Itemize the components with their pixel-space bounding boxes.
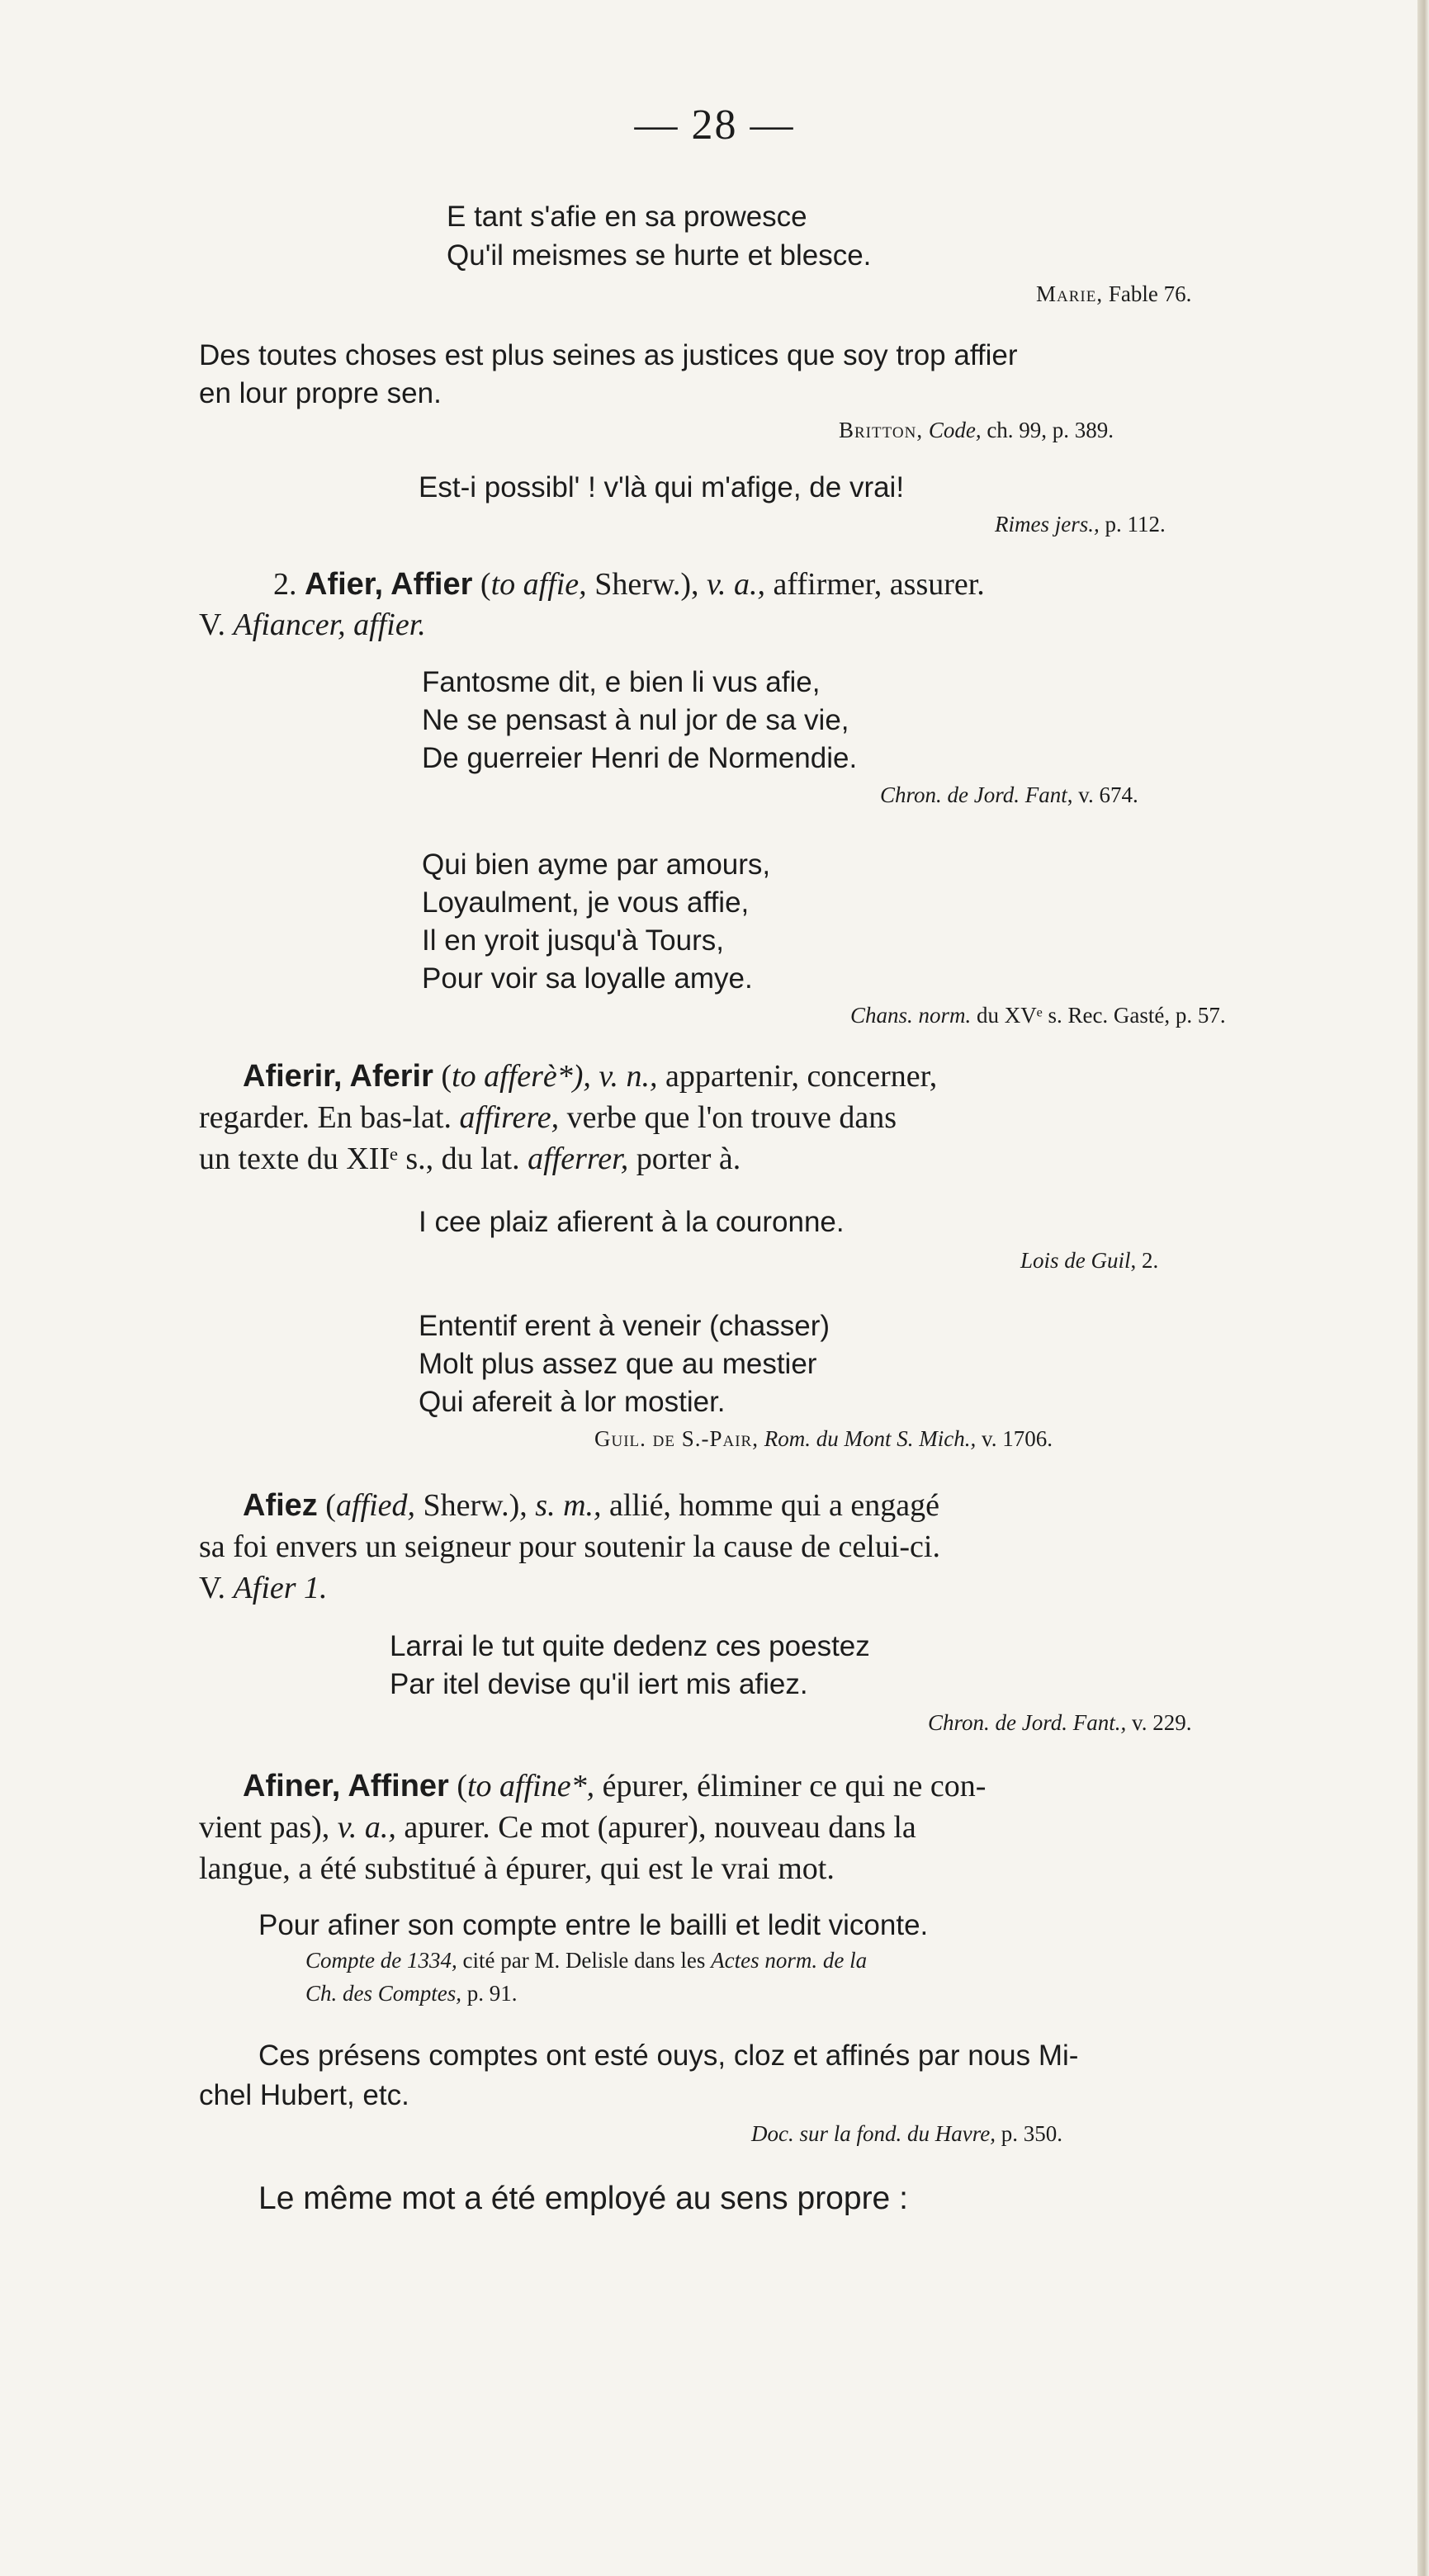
- etymology-english: affied,: [335, 1488, 415, 1523]
- quote-line: Est-i possibl' ! v'là qui m'afige, de vrai!: [419, 471, 905, 503]
- grammar-tag: v. a.,: [337, 1810, 396, 1845]
- citation: [850, 1003, 1226, 1028]
- citation: [880, 782, 1138, 808]
- headword: Afier, Affier: [305, 567, 473, 602]
- citation-mid: cité par M. Delisle dans les: [462, 1948, 706, 1973]
- see-words: Afier 1.: [233, 1571, 328, 1605]
- citation-ref: , v. 674.: [1067, 782, 1138, 807]
- quote-line: Qui afereit à lor mostier.: [419, 1386, 726, 1418]
- citation-author: Guil. de S.-Pair,: [594, 1426, 759, 1451]
- quote-line: Ne se pensast à nul jor de sa vie,: [422, 704, 849, 736]
- quote-line: Ces présens comptes ont esté ouys, cloz et affinés par nous Mi-: [258, 2040, 1079, 2072]
- citation-work: Rimes jers.,: [995, 512, 1100, 536]
- citation-work: Compte de 1334,: [305, 1948, 457, 1973]
- see-also: [199, 605, 426, 645]
- citation-ref: p. 350.: [1001, 2121, 1062, 2146]
- paren: (: [325, 1488, 336, 1523]
- etymology-source: Sherw.),: [594, 567, 699, 602]
- quote-line: Il en yroit jusqu'à Tours,: [422, 924, 724, 957]
- quote-line: E tant s'afie en sa prowesce: [447, 201, 807, 233]
- citation-ref: , 2.: [1130, 1248, 1159, 1273]
- citation: [1020, 1248, 1158, 1274]
- citation: [305, 1981, 518, 2006]
- etymology-english: to affine*,: [467, 1769, 595, 1803]
- etymology-english: to affie,: [490, 567, 587, 602]
- citation-work: Rom. du Mont S. Mich.,: [764, 1426, 977, 1451]
- citation-work: Ch. des Comptes,: [305, 1981, 461, 2006]
- headword: Afiez: [243, 1488, 318, 1523]
- quote-line: Loyaulment, je vous affie,: [422, 886, 750, 919]
- latin-word: affirere,: [459, 1100, 560, 1135]
- entry-afiner-line: [243, 1766, 986, 1806]
- entry-afier-line: [273, 565, 985, 604]
- text: porter à.: [636, 1141, 741, 1176]
- entry-afiez-line: sa foi envers un seigneur pour soutenir la cause de celui-ci.: [199, 1529, 940, 1564]
- grammar-tag: v. n.,: [599, 1059, 658, 1094]
- definition: affirmer, assurer.: [773, 567, 985, 602]
- paren: (: [480, 567, 491, 602]
- text: verbe que l'on trouve dans: [566, 1100, 897, 1135]
- entry-afierir-line: [199, 1098, 897, 1137]
- citation: [594, 1426, 1053, 1452]
- citation: [305, 1948, 867, 1973]
- text: regarder. En bas-lat.: [199, 1100, 452, 1135]
- paren: (: [441, 1059, 452, 1094]
- page-number: — 28 —: [634, 102, 795, 149]
- text: un texte du XIIᵉ s., du lat.: [199, 1141, 520, 1176]
- entry-number: 2.: [273, 567, 297, 602]
- entry-afierir-line: [199, 1139, 741, 1179]
- citation-work: Chron. de Jord. Fant: [880, 782, 1067, 807]
- text: vient pas),: [199, 1810, 330, 1845]
- citation: [1036, 281, 1191, 307]
- citation-author: Britton,: [839, 418, 924, 442]
- quote-line: Ententif erent à veneir (chasser): [419, 1310, 830, 1342]
- citation-ref: p. 91.: [466, 1981, 518, 2006]
- citation: [995, 512, 1166, 537]
- citation-ref: v. 1706.: [981, 1426, 1053, 1451]
- quote-line: Qui bien ayme par amours,: [422, 848, 771, 881]
- definition: appartenir, concerner,: [665, 1059, 938, 1094]
- etymology-english: to afferè*),: [452, 1059, 591, 1094]
- quote-line: Pour voir sa loyalle amye.: [422, 962, 753, 995]
- citation-work: Code,: [928, 418, 982, 442]
- quote-line: chel Hubert, etc.: [199, 2079, 409, 2111]
- citation-work: Lois de Guil: [1020, 1248, 1131, 1273]
- citation-work: Doc. sur la fond. du Havre,: [751, 2121, 996, 2146]
- citation-ref: p. 112.: [1105, 512, 1166, 536]
- see-label: V.: [199, 607, 226, 642]
- entry-afierir-line: [243, 1056, 937, 1096]
- citation-ref: du XVᵉ s. Rec. Gasté, p. 57.: [977, 1003, 1226, 1028]
- citation-work: Chron. de Jord. Fant.,: [928, 1710, 1127, 1735]
- headword: Afierir, Aferir: [243, 1059, 433, 1094]
- quote-line: Qu'il meismes se hurte et blesce.: [447, 239, 872, 272]
- quote-line: Pour afiner son compte entre le bailli et ledit viconte.: [258, 1909, 929, 1941]
- latin-word: afferrer,: [528, 1141, 629, 1176]
- page-edge-shadow: [1417, 0, 1429, 2576]
- definition: épurer, éliminer ce qui ne con-: [602, 1769, 987, 1803]
- quote-line: De guerreier Henri de Normendie.: [422, 742, 858, 774]
- quote-line: Molt plus assez que au mestier: [419, 1348, 817, 1380]
- etymology-source: Sherw.),: [423, 1488, 528, 1523]
- see-also: [199, 1568, 328, 1608]
- quote-line: Fantosme dit, e bien li vus afie,: [422, 666, 821, 698]
- entry-afiner-line: langue, a été substitué à épurer, qui est le vrai mot.: [199, 1851, 835, 1886]
- citation-ref: ch. 99, p. 389.: [987, 418, 1114, 442]
- headword: Afiner, Affiner: [243, 1769, 449, 1803]
- citation-work: Actes norm. de la: [711, 1948, 868, 1973]
- citation-work: Chans. norm.: [850, 1003, 972, 1028]
- citation: [751, 2121, 1062, 2147]
- see-label: V.: [199, 1571, 226, 1605]
- citation-author: Marie,: [1036, 281, 1104, 306]
- citation-ref: Fable 76.: [1108, 281, 1192, 306]
- entry-afiez-line: [243, 1486, 939, 1525]
- grammar-tag: v. a.,: [706, 567, 766, 602]
- grammar-tag: s. m.,: [535, 1488, 602, 1523]
- quote-line: Des toutes choses est plus seines as justices que soy trop affier: [199, 339, 1018, 371]
- entry-afiner-line: [199, 1808, 916, 1847]
- citation: [928, 1710, 1191, 1736]
- text: apurer. Ce mot (apurer), nouveau dans la: [404, 1810, 916, 1845]
- citation-ref: v. 229.: [1131, 1710, 1192, 1735]
- see-words: Afiancer, affier.: [233, 607, 426, 642]
- paren: (: [457, 1769, 467, 1803]
- quote-line: en lour propre sen.: [199, 377, 442, 409]
- definition: allié, homme qui a engagé: [609, 1488, 939, 1523]
- quote-line: Larrai le tut quite dedenz ces poestez: [390, 1630, 870, 1662]
- quote-line: Par itel devise qu'il iert mis afiez.: [390, 1668, 808, 1700]
- citation: [839, 418, 1114, 443]
- closing-line: Le même mot a été employé au sens propre :: [258, 2181, 908, 2216]
- quote-line: I cee plaiz afierent à la couronne.: [419, 1206, 845, 1238]
